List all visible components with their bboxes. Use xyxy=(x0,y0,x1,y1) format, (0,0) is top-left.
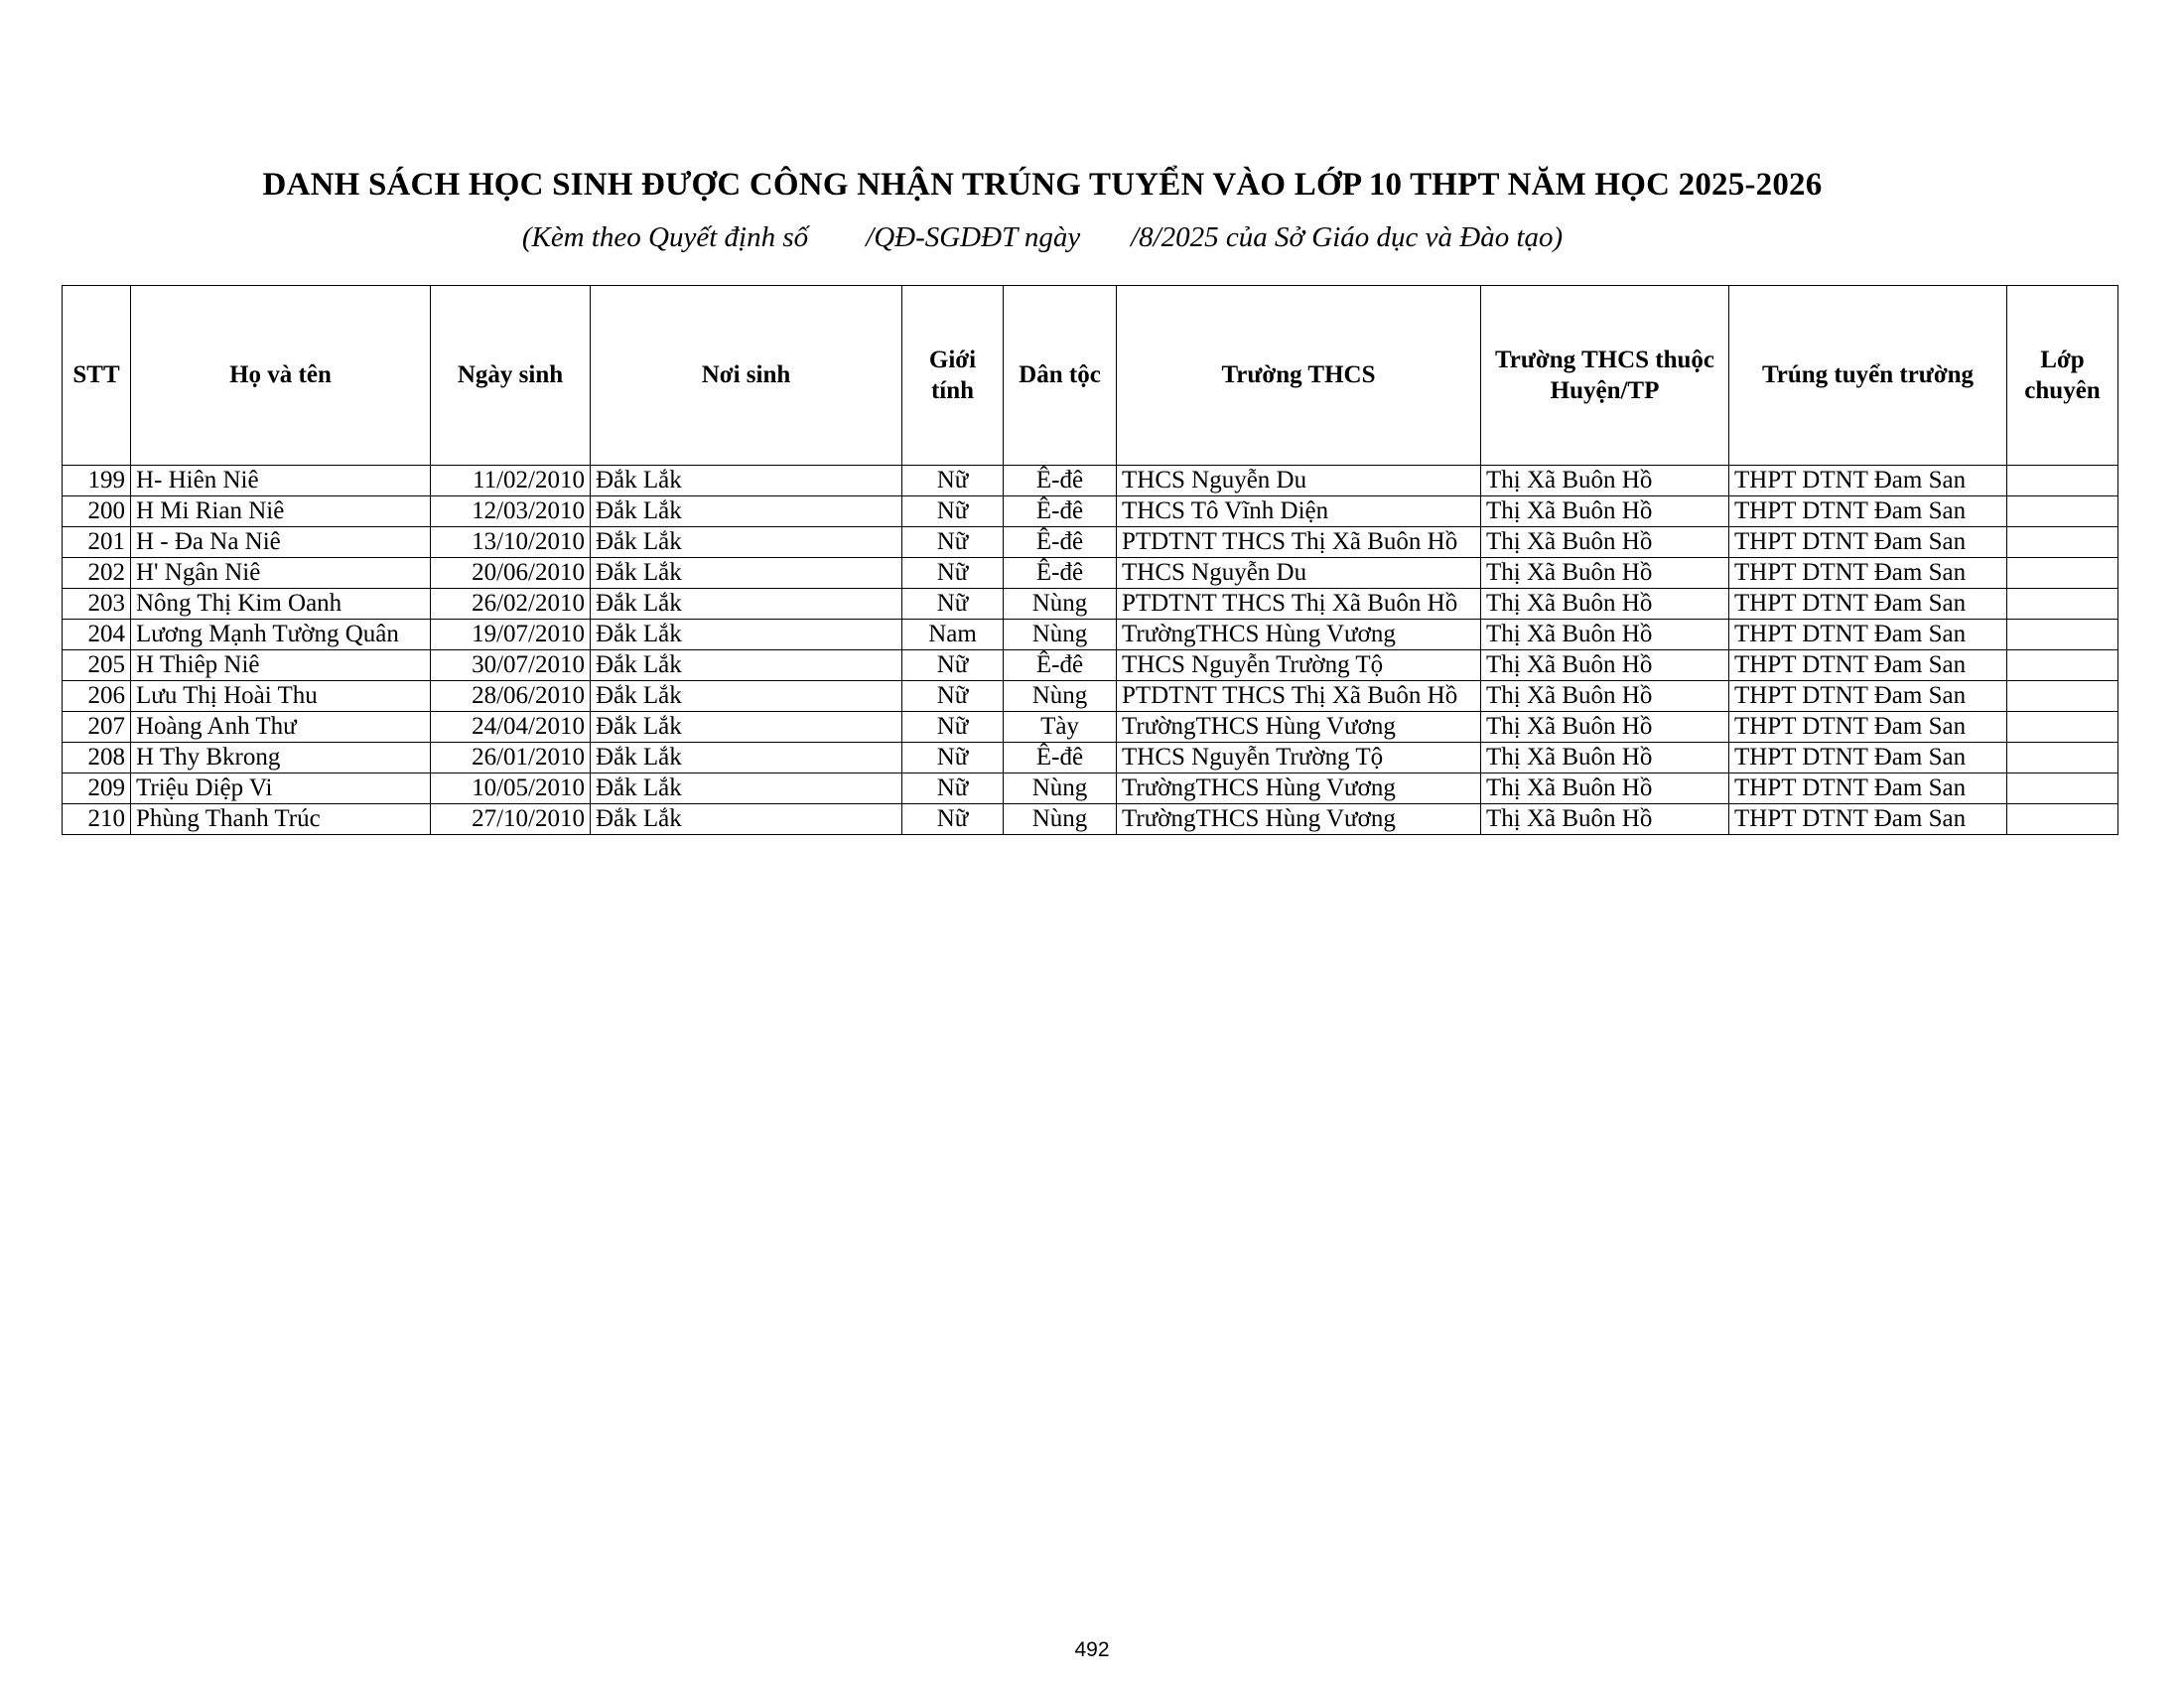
cell-admitted: THPT DTNT Đam San xyxy=(1729,620,2007,650)
cell-ethnicity: Tày xyxy=(1004,712,1117,743)
cell-special xyxy=(2007,589,2118,620)
cell-school: THCS Nguyễn Trường Tộ xyxy=(1117,743,1481,774)
cell-name: Phùng Thanh Trúc xyxy=(131,804,431,835)
cell-stt: 208 xyxy=(63,743,131,774)
cell-gender: Nữ xyxy=(902,527,1004,558)
cell-birthplace: Đắk Lắk xyxy=(591,589,902,620)
cell-name: H Thiêp Niê xyxy=(131,650,431,681)
cell-gender: Nữ xyxy=(902,496,1004,527)
cell-school: THCS Tô Vĩnh Diện xyxy=(1117,496,1481,527)
cell-birthplace: Đắk Lắk xyxy=(591,466,902,496)
cell-district: Thị Xã Buôn Hồ xyxy=(1481,589,1729,620)
cell-stt: 201 xyxy=(63,527,131,558)
cell-admitted: THPT DTNT Đam San xyxy=(1729,712,2007,743)
cell-special xyxy=(2007,527,2118,558)
header-admitted: Trúng tuyển trường xyxy=(1729,286,2007,466)
cell-birthplace: Đắk Lắk xyxy=(591,496,902,527)
cell-stt: 203 xyxy=(63,589,131,620)
table-row xyxy=(63,620,2118,650)
cell-gender: Nữ xyxy=(902,743,1004,774)
cell-gender: Nữ xyxy=(902,681,1004,712)
cell-ethnicity: Nùng xyxy=(1004,589,1117,620)
cell-ethnicity: Ê-đê xyxy=(1004,527,1117,558)
table-row xyxy=(63,681,2118,712)
cell-ethnicity: Nùng xyxy=(1004,804,1117,835)
cell-dob: 28/06/2010 xyxy=(431,681,591,712)
cell-school: PTDTNT THCS Thị Xã Buôn Hồ xyxy=(1117,527,1481,558)
cell-ethnicity: Nùng xyxy=(1004,681,1117,712)
cell-school: PTDTNT THCS Thị Xã Buôn Hồ xyxy=(1117,589,1481,620)
cell-special xyxy=(2007,466,2118,496)
cell-ethnicity: Nùng xyxy=(1004,620,1117,650)
cell-name: H Thy Bkrong xyxy=(131,743,431,774)
cell-district: Thị Xã Buôn Hồ xyxy=(1481,804,1729,835)
table-row xyxy=(63,558,2118,589)
cell-special xyxy=(2007,743,2118,774)
cell-birthplace: Đắk Lắk xyxy=(591,743,902,774)
cell-admitted: THPT DTNT Đam San xyxy=(1729,589,2007,620)
table-row xyxy=(63,589,2118,620)
cell-district: Thị Xã Buôn Hồ xyxy=(1481,527,1729,558)
cell-dob: 24/04/2010 xyxy=(431,712,591,743)
cell-birthplace: Đắk Lắk xyxy=(591,774,902,804)
cell-school: THCS Nguyễn Du xyxy=(1117,558,1481,589)
cell-stt: 206 xyxy=(63,681,131,712)
document-title: DANH SÁCH HỌC SINH ĐƯỢC CÔNG NHẬN TRÚNG TUYỂN VÀO LỚP 10 THPT NĂM HỌC 2025-2026 xyxy=(262,167,1823,203)
cell-stt: 200 xyxy=(63,496,131,527)
cell-school: PTDTNT THCS Thị Xã Buôn Hồ xyxy=(1117,681,1481,712)
header-school: Trường THCS xyxy=(1117,286,1481,466)
cell-dob: 20/06/2010 xyxy=(431,558,591,589)
header-dob: Ngày sinh xyxy=(431,286,591,466)
cell-district: Thị Xã Buôn Hồ xyxy=(1481,558,1729,589)
cell-special xyxy=(2007,774,2118,804)
cell-name: Hoàng Anh Thư xyxy=(131,712,431,743)
cell-dob: 12/03/2010 xyxy=(431,496,591,527)
document-subtitle: (Kèm theo Quyết định số /QĐ-SGDĐT ngày /8/2025 của Sở Giáo dục và Đào tạo) xyxy=(521,221,1564,253)
cell-admitted: THPT DTNT Đam San xyxy=(1729,466,2007,496)
cell-school: THCS Nguyễn Trường Tộ xyxy=(1117,650,1481,681)
header-stt: STT xyxy=(63,286,131,466)
cell-dob: 26/02/2010 xyxy=(431,589,591,620)
page-number: 492 xyxy=(1074,1638,1110,1661)
cell-admitted: THPT DTNT Đam San xyxy=(1729,650,2007,681)
cell-dob: 30/07/2010 xyxy=(431,650,591,681)
cell-stt: 199 xyxy=(63,466,131,496)
table-row xyxy=(63,774,2118,804)
cell-birthplace: Đắk Lắk xyxy=(591,558,902,589)
table-row xyxy=(63,650,2118,681)
cell-birthplace: Đắk Lắk xyxy=(591,681,902,712)
cell-admitted: THPT DTNT Đam San xyxy=(1729,743,2007,774)
cell-special xyxy=(2007,620,2118,650)
cell-special xyxy=(2007,496,2118,527)
cell-gender: Nữ xyxy=(902,804,1004,835)
cell-admitted: THPT DTNT Đam San xyxy=(1729,681,2007,712)
cell-special xyxy=(2007,712,2118,743)
cell-district: Thị Xã Buôn Hồ xyxy=(1481,466,1729,496)
cell-district: Thị Xã Buôn Hồ xyxy=(1481,681,1729,712)
table-row xyxy=(63,527,2118,558)
cell-dob: 27/10/2010 xyxy=(431,804,591,835)
cell-gender: Nữ xyxy=(902,774,1004,804)
cell-name: H Mi Rian Niê xyxy=(131,496,431,527)
cell-birthplace: Đắk Lắk xyxy=(591,804,902,835)
cell-ethnicity: Ê-đê xyxy=(1004,558,1117,589)
cell-name: H- Hiên Niê xyxy=(131,466,431,496)
cell-special xyxy=(2007,804,2118,835)
cell-ethnicity: Ê-đê xyxy=(1004,650,1117,681)
header-ethnicity: Dân tộc xyxy=(1004,286,1117,466)
cell-special xyxy=(2007,681,2118,712)
cell-school: TrườngTHCS Hùng Vương xyxy=(1117,620,1481,650)
cell-school: TrườngTHCS Hùng Vương xyxy=(1117,712,1481,743)
cell-district: Thị Xã Buôn Hồ xyxy=(1481,712,1729,743)
header-gender: Giới tính xyxy=(902,286,1004,466)
cell-birthplace: Đắk Lắk xyxy=(591,527,902,558)
header-special: Lớp chuyên xyxy=(2007,286,2118,466)
cell-dob: 11/02/2010 xyxy=(431,466,591,496)
header-district: Trường THCS thuộc Huyện/TP xyxy=(1481,286,1729,466)
table-row xyxy=(63,743,2118,774)
cell-name: Lương Mạnh Tường Quân xyxy=(131,620,431,650)
cell-name: H - Đa Na Niê xyxy=(131,527,431,558)
cell-stt: 210 xyxy=(63,804,131,835)
cell-admitted: THPT DTNT Đam San xyxy=(1729,804,2007,835)
cell-gender: Nữ xyxy=(902,712,1004,743)
table-body xyxy=(63,466,2118,835)
cell-stt: 204 xyxy=(63,620,131,650)
cell-school: TrườngTHCS Hùng Vương xyxy=(1117,804,1481,835)
cell-name: Triệu Diệp Vi xyxy=(131,774,431,804)
cell-stt: 207 xyxy=(63,712,131,743)
cell-admitted: THPT DTNT Đam San xyxy=(1729,774,2007,804)
cell-dob: 19/07/2010 xyxy=(431,620,591,650)
header-name: Họ và tên xyxy=(131,286,431,466)
table-row xyxy=(63,466,2118,496)
cell-admitted: THPT DTNT Đam San xyxy=(1729,496,2007,527)
cell-name: Nông Thị Kim Oanh xyxy=(131,589,431,620)
cell-dob: 13/10/2010 xyxy=(431,527,591,558)
cell-ethnicity: Nùng xyxy=(1004,774,1117,804)
cell-gender: Nam xyxy=(902,620,1004,650)
cell-school: TrườngTHCS Hùng Vương xyxy=(1117,774,1481,804)
cell-admitted: THPT DTNT Đam San xyxy=(1729,558,2007,589)
cell-ethnicity: Ê-đê xyxy=(1004,466,1117,496)
cell-birthplace: Đắk Lắk xyxy=(591,650,902,681)
cell-gender: Nữ xyxy=(902,466,1004,496)
cell-dob: 10/05/2010 xyxy=(431,774,591,804)
cell-district: Thị Xã Buôn Hồ xyxy=(1481,496,1729,527)
cell-name: H' Ngân Niê xyxy=(131,558,431,589)
cell-special xyxy=(2007,650,2118,681)
cell-name: Lưu Thị Hoài Thu xyxy=(131,681,431,712)
cell-admitted: THPT DTNT Đam San xyxy=(1729,527,2007,558)
table-row xyxy=(63,496,2118,527)
table-row xyxy=(63,712,2118,743)
cell-district: Thị Xã Buôn Hồ xyxy=(1481,650,1729,681)
cell-gender: Nữ xyxy=(902,558,1004,589)
cell-gender: Nữ xyxy=(902,589,1004,620)
cell-gender: Nữ xyxy=(902,650,1004,681)
cell-special xyxy=(2007,558,2118,589)
cell-district: Thị Xã Buôn Hồ xyxy=(1481,743,1729,774)
cell-stt: 205 xyxy=(63,650,131,681)
cell-birthplace: Đắk Lắk xyxy=(591,620,902,650)
cell-birthplace: Đắk Lắk xyxy=(591,712,902,743)
cell-district: Thị Xã Buôn Hồ xyxy=(1481,774,1729,804)
cell-district: Thị Xã Buôn Hồ xyxy=(1481,620,1729,650)
cell-school: THCS Nguyễn Du xyxy=(1117,466,1481,496)
table-row xyxy=(63,804,2118,835)
cell-ethnicity: Ê-đê xyxy=(1004,743,1117,774)
cell-stt: 202 xyxy=(63,558,131,589)
header-birthplace: Nơi sinh xyxy=(591,286,902,466)
table-header xyxy=(63,286,2118,466)
cell-dob: 26/01/2010 xyxy=(431,743,591,774)
student-table xyxy=(62,285,2118,835)
cell-ethnicity: Ê-đê xyxy=(1004,496,1117,527)
cell-stt: 209 xyxy=(63,774,131,804)
